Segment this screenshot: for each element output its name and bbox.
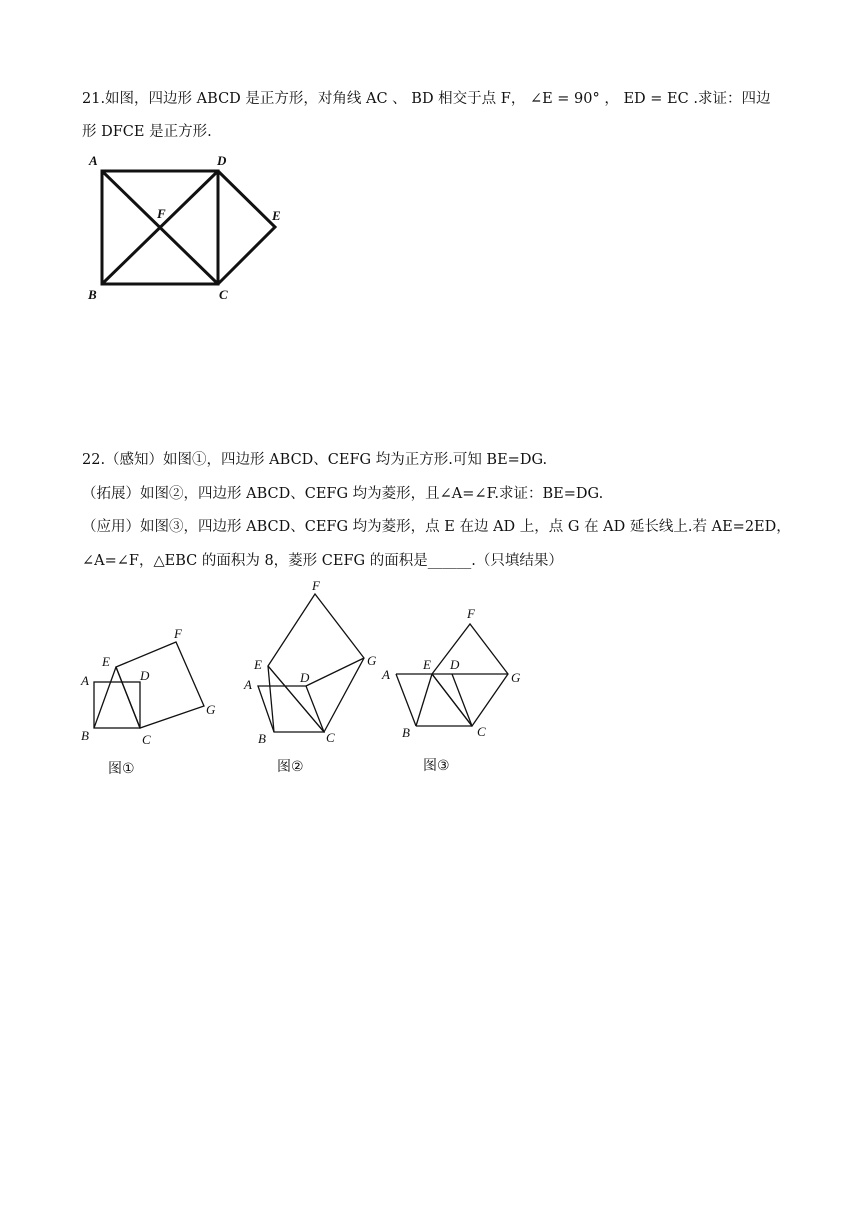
fig3-label-c: C <box>477 724 486 739</box>
q22-figure-1 <box>76 620 226 750</box>
q22-line-1: 22.（感知）如图①，四边形 ABCD、CEFG 均为正方形.可知 BE=DG. <box>82 452 548 468</box>
q21-label-b: B <box>88 287 97 302</box>
q22-line-3: （应用）如图③，四边形 ABCD、CEFG 均为菱形，点 E 在边 AD 上，点 G 在 AD 延长线上.若 AE=2ED， <box>82 519 791 535</box>
fig1-label-e: E <box>102 654 110 669</box>
fig2-label-b: B <box>258 731 266 746</box>
q21-label-c: C <box>219 287 228 302</box>
q22-line-4: ∠A=∠F，△EBC 的面积为 8，菱形 CEFG 的面积是______.（只填结果） <box>82 553 563 569</box>
fig3-caption: 图③ <box>423 758 450 774</box>
fig1-label-a: A <box>81 673 89 688</box>
fig1-label-g: G <box>206 702 216 717</box>
fig3-label-f: F <box>467 606 475 621</box>
fig3-label-g: G <box>511 670 521 685</box>
q21-figure-lines <box>102 171 275 284</box>
q21-line-1: 21.如图，四边形 ABCD 是正方形，对角线 AC 、 BD 相交于点 F， ∠E = 90° ， ED = EC .求证：四边 <box>82 91 771 107</box>
fig2-label-d: D <box>300 670 310 685</box>
fig2-label-c: C <box>326 730 335 745</box>
fig3-label-e: E <box>423 657 431 672</box>
q22-line-2: （拓展）如图②，四边形 ABCD、CEFG 均为菱形，且∠A=∠F.求证：BE=DG. <box>82 486 604 502</box>
fig1-caption: 图① <box>108 761 135 777</box>
q21-label-d: D <box>217 153 227 168</box>
fig3-label-b: B <box>402 725 410 740</box>
fig1-label-f: F <box>174 626 182 641</box>
fig1-label-b: B <box>81 728 89 743</box>
fig2-label-e: E <box>254 657 262 672</box>
fig2-label-a: A <box>244 677 252 692</box>
fig3-label-a: A <box>382 667 390 682</box>
q22-figure-2 <box>238 576 388 751</box>
fig3-label-d: D <box>450 657 460 672</box>
q22-figure-3 <box>380 600 530 750</box>
q21-label-e: E <box>272 208 281 223</box>
q21-line-2: 形 DFCE 是正方形. <box>82 124 212 140</box>
fig2-caption: 图② <box>277 759 304 775</box>
fig2-label-f: F <box>312 578 320 593</box>
fig2-label-g: G <box>367 653 377 668</box>
fig1-label-c: C <box>142 732 151 747</box>
q21-label-f: F <box>157 206 166 221</box>
q21-label-a: A <box>89 153 98 168</box>
q21-figure <box>80 150 290 305</box>
fig1-label-d: D <box>140 668 150 683</box>
